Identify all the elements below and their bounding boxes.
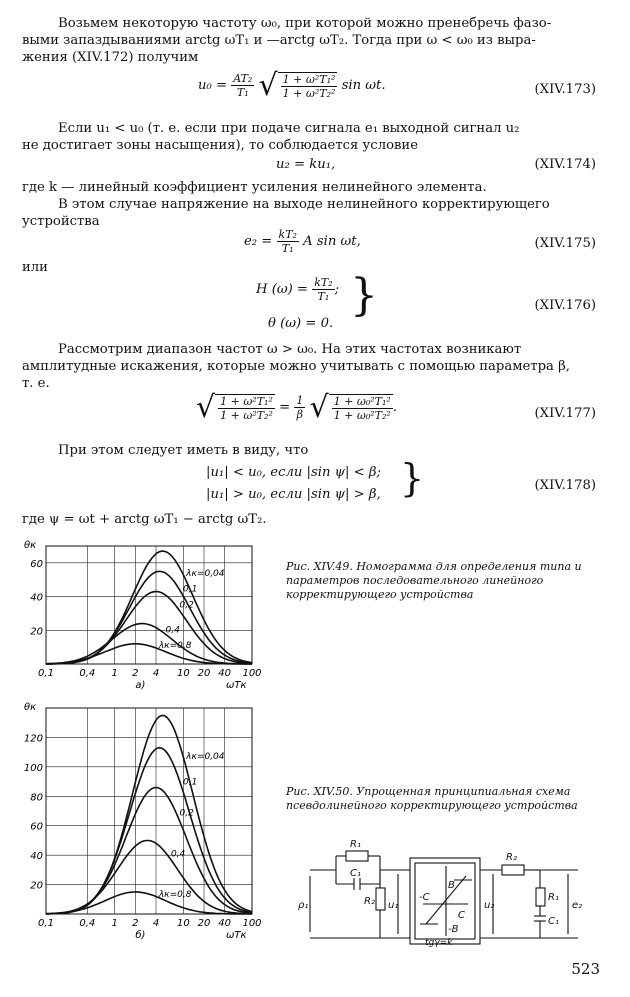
equation-177-number: (XIV.177) (534, 406, 596, 421)
nomogram-chart-a (18, 538, 278, 702)
para6-line3: т. е. (22, 376, 50, 391)
chart-subtitle: а) (135, 680, 146, 691)
y-tick-label: 100 (23, 762, 43, 774)
series-label-1: 0,1 (183, 777, 198, 788)
series-line-1 (46, 568, 252, 664)
equation-173-number: (XIV.173) (534, 82, 596, 97)
equation-178-line2: |u₁| > u₀, если |sin ψ| > β, (206, 487, 381, 502)
x-tick-label: 40 (218, 918, 232, 929)
equation-176-line2: θ (ω) = 0. (268, 316, 334, 331)
figure-49-caption: Рис. XIV.49. Номограмма для определения типа и параметров последовательного линейного корректирующего устройства (286, 560, 582, 601)
series-label-0: λк=0,04 (186, 568, 225, 579)
label-u2: u₂ (484, 900, 495, 911)
label-tg: tgγ=k (425, 938, 453, 948)
x-axis-label: ωTк (226, 680, 247, 691)
figure-50-caption: Рис. XIV.50. Упрощенная принципиальная схема псевдолинейного корректирующего устройства (286, 785, 578, 812)
equation-178-number: (XIV.178) (534, 478, 596, 493)
para7: При этом следует иметь в виду, что (58, 443, 309, 458)
y-tick-label: 40 (30, 851, 43, 863)
series-label-2: 0,2 (179, 600, 194, 611)
resistor-r2-out (502, 865, 524, 875)
x-tick-label: 4 (152, 668, 160, 679)
label-c: C (458, 910, 465, 921)
circuit-diagram (288, 836, 608, 954)
para2-line1: Если u₁ < u₀ (т. е. если при подаче сигнала e₁ выходной сигнал u₂ (58, 121, 520, 136)
x-tick-label: 10 (176, 918, 190, 929)
label-b: B (448, 880, 455, 891)
label-r2: R₂ (364, 896, 375, 907)
resistor-r2 (376, 888, 385, 910)
series-label-0: λк=0,04 (186, 752, 225, 763)
y-tick-label: 120 (23, 733, 43, 745)
label-u1: u₁ (388, 900, 399, 911)
equation-178-line1: |u₁| < u₀, если |sin ψ| < β; (206, 465, 381, 480)
para2-line2: не достигает зоны насыщения), то соблюдается условие (22, 138, 419, 153)
para8: где ψ = ωt + arctg ωT₁ − arctg ωT₂. (22, 512, 267, 527)
label-r2-out: R₂ (506, 852, 517, 863)
resistor-r1-out (536, 888, 545, 906)
equation-176-number: (XIV.176) (534, 298, 596, 313)
equation-174: u₂ = ku₁, (276, 157, 336, 172)
label-c1-out: C₁ (548, 916, 559, 927)
y-axis-label: θк (24, 540, 37, 551)
x-tick-label: 0,4 (79, 668, 96, 679)
label-c1: C₁ (350, 868, 361, 879)
x-tick-label: 4 (152, 918, 160, 929)
x-tick-label: 0,1 (38, 668, 54, 679)
series-label-1: 0,1 (183, 584, 198, 595)
equation-175-number: (XIV.175) (534, 236, 596, 251)
label-e2: e₂ (572, 900, 583, 911)
brace-178: } (400, 456, 425, 500)
para4-line2: устройства (22, 214, 100, 229)
series-label-3: 0,4 (170, 849, 186, 860)
series-line-1 (46, 748, 252, 914)
x-tick-label: 100 (242, 918, 262, 929)
page-number: 523 (571, 960, 600, 978)
para1-line2: выми запаздываниями arctg ωT₁ и —arctg ωT₂. Тогда при ω < ω₀ из выра- (22, 33, 536, 48)
series-label-3: 0,4 (165, 625, 180, 636)
x-tick-label: 40 (218, 668, 232, 679)
label-r1-out: R₁ (548, 892, 559, 903)
y-tick-label: 60 (30, 821, 43, 833)
x-tick-label: 2 (132, 668, 139, 679)
equation-174-number: (XIV.174) (534, 157, 596, 172)
x-tick-label: 1 (111, 918, 118, 929)
series-label-2: 0,2 (179, 808, 194, 819)
para6-line1: Рассмотрим диапазон частот ω > ω₀. На этих частотах возникают (58, 342, 522, 357)
para1-line3: жения (XIV.172) получим (22, 50, 199, 65)
equation-173: u₀ = $\frac{\text{AT₂}}{\text{T₁}}$ √ $\frac{\text{1 + ω²T₁²}}{\text{1 + ω²T₂²}}$ sin ωt. (198, 68, 386, 103)
equation-176-line1: H (ω) = $\frac{\text{kT₂}}{\text{T₁}}$ ; (256, 276, 340, 303)
x-tick-label: 20 (197, 918, 211, 929)
y-axis-label: θк (24, 702, 37, 713)
x-tick-label: 1 (111, 668, 118, 679)
x-axis-label: ωTк (226, 930, 247, 941)
x-tick-label: 100 (242, 668, 262, 679)
para1-line1: Возьмем некоторую частоту ω₀, при которой можно пренебречь фазо- (58, 16, 552, 31)
label-minus-c: -C (419, 892, 430, 903)
x-tick-label: 0,1 (38, 918, 54, 929)
label-r1: R₁ (350, 839, 361, 850)
x-tick-label: 10 (176, 668, 190, 679)
para5: или (22, 260, 48, 275)
y-tick-label: 40 (30, 592, 43, 604)
para3: где k — линейный коэффициент усиления нелинейного элемента. (22, 180, 487, 195)
label-minus-b: -B (448, 924, 459, 935)
para6-line2: амплитудные искажения, которые можно учитывать с помощью параметра β, (22, 359, 570, 374)
resistor-r1 (346, 851, 368, 861)
x-tick-label: 20 (197, 668, 211, 679)
x-tick-label: 0,4 (79, 918, 96, 929)
y-tick-label: 20 (30, 626, 43, 638)
chart-subtitle: б) (135, 930, 146, 941)
nomogram-chart-b (18, 700, 278, 950)
y-tick-label: 20 (30, 880, 43, 892)
y-tick-label: 80 (30, 792, 43, 804)
series-label-4: λк=0,8 (158, 889, 192, 900)
y-tick-label: 60 (30, 558, 43, 570)
equation-177: √ $\frac{\text{1 + ω²T₁²}}{\text{1 + ω²T₂²}}$ = $\frac{1}{\beta}$ √ $\frac{\text{1 + ω₀²T₁²}}{\text{1 + ω₀²T₂²}}$ . (196, 390, 398, 425)
series-line-0 (46, 715, 252, 914)
para4-line1: В этом случае напряжение на выходе нелинейного корректирующего (58, 197, 550, 212)
equation-175: e₂ = $\frac{\text{kT₂}}{\text{T₁}}$ A sin ωt, (244, 228, 361, 255)
series-label-4: λк=0,8 (158, 641, 192, 652)
label-p1: ρ₁ (298, 900, 309, 911)
x-tick-label: 2 (132, 918, 139, 929)
brace-176: } (350, 270, 378, 321)
